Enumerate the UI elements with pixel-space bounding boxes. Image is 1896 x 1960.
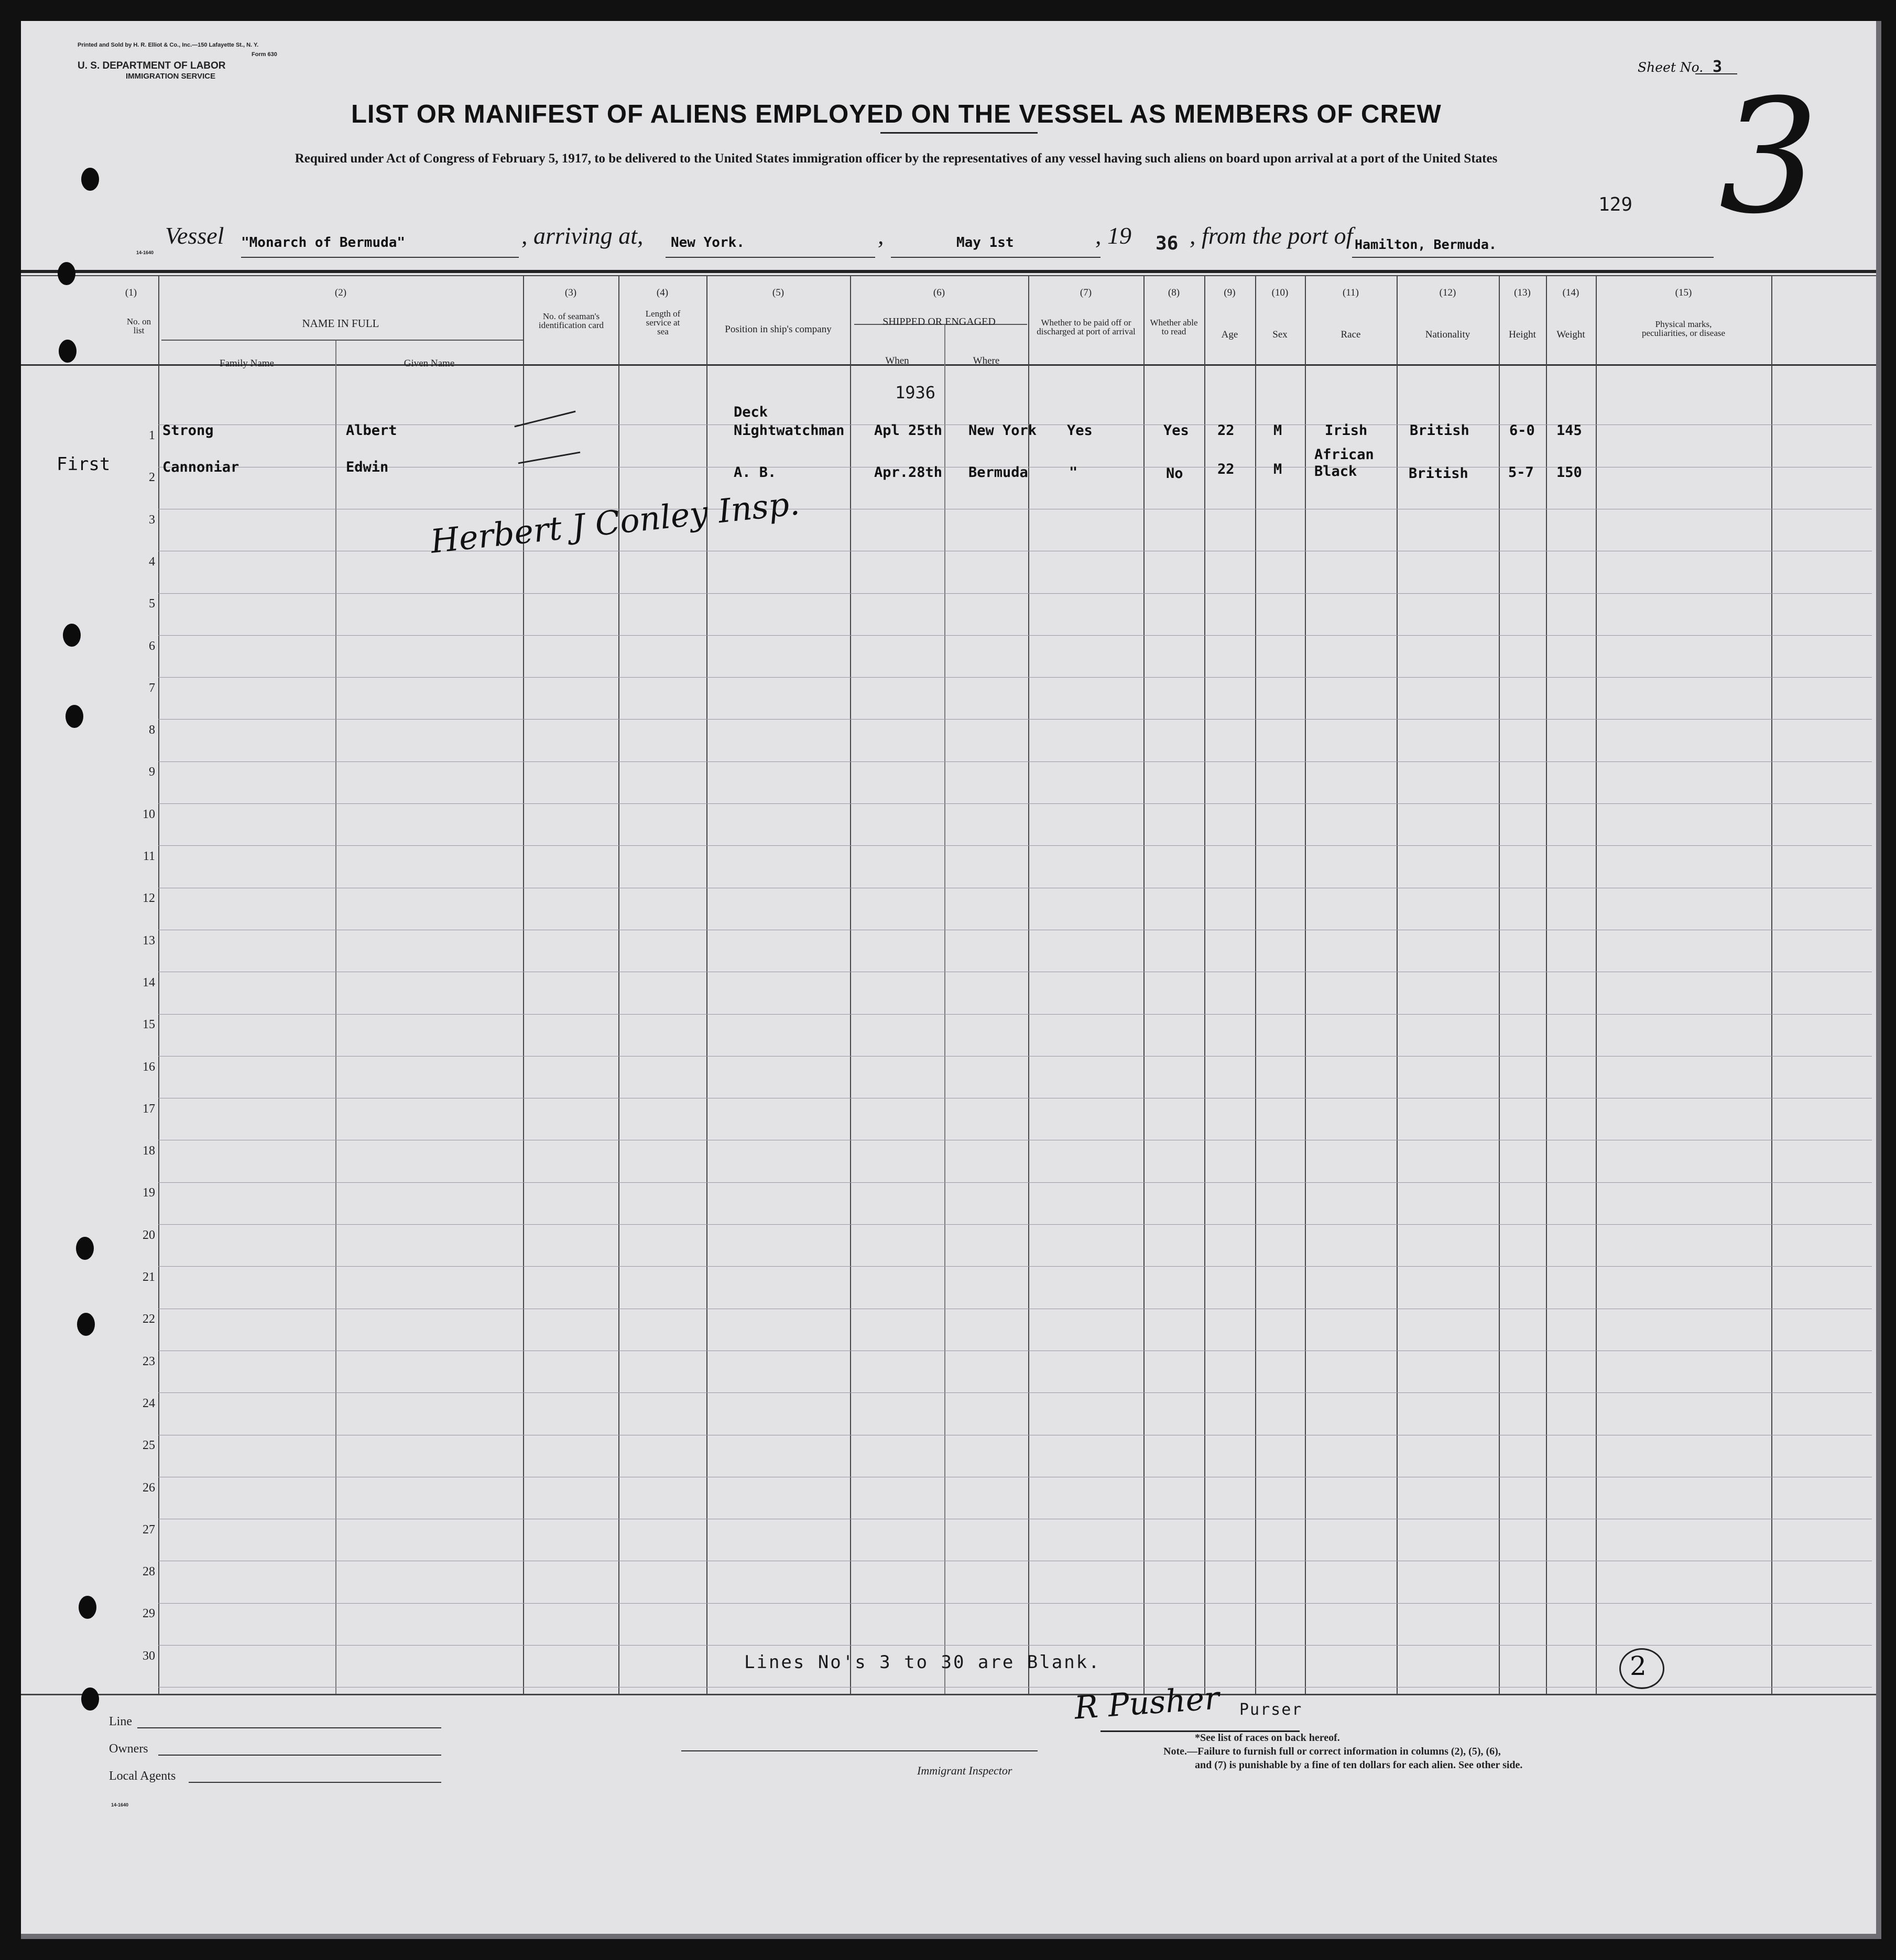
sex: M	[1273, 461, 1282, 477]
punch-hole	[81, 1687, 99, 1711]
penalty-note-2: and (7) is punishable by a fine of ten dollars for each alien. See other side.	[1195, 1759, 1523, 1771]
port-underline	[1352, 257, 1714, 258]
circled-number: 2	[1630, 1651, 1647, 1681]
penalty-note-1: Note.—Failure to furnish full or correct information in columns (2), (5), (6),	[1163, 1746, 1501, 1757]
col5-number: (5)	[772, 287, 784, 298]
race: Irish	[1325, 422, 1368, 439]
date-underline	[891, 257, 1100, 258]
col15-header: Physical marks, peculiarities, or disease	[1641, 319, 1726, 338]
inspector-field	[681, 1750, 1038, 1751]
age: 22	[1217, 422, 1235, 439]
col-line-5	[706, 276, 707, 1694]
col-line-1	[158, 276, 159, 1694]
row-number: 27	[143, 1523, 155, 1537]
able-to-read: Yes	[1163, 422, 1189, 439]
row-number: 22	[143, 1312, 155, 1326]
dash-mark	[518, 452, 581, 464]
row-number: 28	[143, 1565, 155, 1578]
col5-header: Position in ship's company	[725, 324, 832, 335]
col-line-11	[1305, 276, 1306, 1694]
col4-number: (4)	[656, 287, 669, 298]
shipped-when: Apl 25th	[874, 422, 943, 439]
departure-port: Hamilton, Bermuda.	[1355, 237, 1497, 252]
col-line-4	[618, 276, 619, 1694]
row-number: 7	[149, 681, 155, 695]
handwritten-sheet-mark: 3	[1719, 66, 1819, 248]
name-subheader-rule	[161, 340, 523, 341]
row-number: 4	[149, 555, 155, 569]
punch-hole	[79, 1596, 96, 1619]
col4-header: Length of service at sea	[645, 309, 681, 336]
sex: M	[1273, 422, 1282, 439]
punch-hole	[66, 705, 83, 728]
row-number: 12	[143, 891, 155, 905]
arriving-underline	[666, 257, 875, 258]
year-note: 1936	[895, 383, 936, 402]
owners-label: Owners	[109, 1742, 148, 1756]
row-number: 8	[149, 723, 155, 737]
col3-number: (3)	[564, 287, 577, 298]
purser-signature: R Pusher	[1073, 1680, 1221, 1727]
col10-number: (10)	[1271, 287, 1289, 298]
col-line-12	[1397, 276, 1398, 1694]
row-line	[158, 1224, 1872, 1225]
row-number: 23	[143, 1355, 155, 1368]
date-comma: ,	[878, 222, 884, 249]
col2-given-header: Given Name	[404, 358, 455, 369]
shipped-where: New York	[968, 422, 1037, 439]
service-name: IMMIGRATION SERVICE	[126, 72, 216, 81]
col13-number: (13)	[1514, 287, 1531, 298]
weight: 150	[1556, 464, 1582, 481]
punch-hole	[76, 1237, 94, 1260]
punch-hole	[77, 1313, 95, 1336]
row-line	[158, 845, 1872, 846]
col6-header: SHIPPED OR ENGAGED	[882, 316, 996, 328]
row-number: 1	[149, 429, 155, 442]
punch-hole	[58, 262, 75, 285]
purser-title: Purser	[1239, 1701, 1303, 1719]
row-number: 29	[143, 1607, 155, 1620]
age: 22	[1217, 461, 1235, 477]
nationality: British	[1410, 422, 1469, 439]
nationality: British	[1409, 465, 1468, 482]
race: Black	[1314, 463, 1357, 480]
manifest-sheet	[21, 21, 1881, 1939]
paid-off: "	[1069, 464, 1078, 481]
row-line	[158, 719, 1872, 720]
col13-header: Height	[1509, 329, 1536, 340]
row-line	[158, 761, 1872, 762]
col12-number: (12)	[1439, 287, 1456, 298]
punch-hole	[63, 624, 81, 647]
arrival-date: May 1st	[956, 235, 1014, 251]
row-number: 9	[149, 765, 155, 779]
races-note: *See list of races on back hereof.	[1195, 1732, 1340, 1744]
department-name: U. S. DEPARTMENT OF LABOR	[78, 60, 226, 71]
row-number: 3	[149, 513, 155, 527]
col14-number: (14)	[1562, 287, 1579, 298]
owners-field	[158, 1755, 441, 1756]
col6-number: (6)	[933, 287, 945, 298]
row-number: 5	[149, 597, 155, 611]
col14-header: Weight	[1556, 329, 1585, 340]
from-port-label: , from the port of	[1190, 222, 1353, 249]
col2-family-header: Family Name	[220, 358, 274, 369]
row-line	[158, 677, 1872, 678]
col8-header: Whether able to read	[1150, 318, 1198, 336]
shipped-when: Apr.28th	[874, 464, 943, 481]
inspector-label: Immigrant Inspector	[917, 1764, 1012, 1777]
col-line-14	[1546, 276, 1547, 1694]
line-label: Line	[109, 1715, 132, 1728]
col3-header: No. of seaman's identification card	[538, 311, 604, 330]
row-number: 19	[143, 1186, 155, 1200]
position: Nightwatchman	[734, 422, 845, 439]
row-line	[158, 1182, 1872, 1183]
row-number: 18	[143, 1144, 155, 1158]
col-line-6b	[944, 325, 945, 1694]
col6-where-header: Where	[973, 355, 1000, 366]
page-subtitle: Required under Act of Congress of February 5, 1917, to be delivered to the United States immigration officer by the representatives of any vessel having such aliens on board upon arrival at a port of the United States	[295, 151, 1498, 166]
paid-off: Yes	[1067, 422, 1093, 439]
row-number: 26	[143, 1481, 155, 1495]
weight: 145	[1556, 422, 1582, 439]
row-line	[158, 1392, 1872, 1393]
row-line	[158, 635, 1872, 636]
sheet-label: Sheet No.	[1638, 60, 1704, 75]
local-agents-label: Local Agents	[109, 1769, 176, 1783]
row-number: 6	[149, 639, 155, 653]
table-top-rule	[21, 270, 1876, 273]
col-line-7	[1028, 276, 1029, 1694]
given-name: Edwin	[346, 459, 389, 475]
col11-header: Race	[1341, 329, 1361, 340]
row-number: 17	[143, 1102, 155, 1116]
row-line	[158, 1266, 1872, 1267]
position-top: Deck	[734, 404, 768, 420]
line-field	[137, 1727, 441, 1728]
col12-header: Nationality	[1425, 329, 1470, 340]
col2-number: (2)	[334, 287, 347, 298]
col-line-9	[1204, 276, 1205, 1694]
vessel-name: "Monarch of Bermuda"	[241, 235, 406, 251]
vessel-underline	[241, 257, 519, 258]
row-number: 20	[143, 1228, 155, 1242]
col-line-8	[1143, 276, 1145, 1694]
col-line-16	[1771, 276, 1772, 1694]
arrival-year: 36	[1156, 233, 1179, 254]
blank-lines-note: Lines No's 3 to 30 are Blank.	[744, 1652, 1101, 1673]
family-name: Strong	[162, 422, 214, 439]
col9-number: (9)	[1224, 287, 1236, 298]
col10-header: Sex	[1272, 329, 1288, 340]
printer-imprint: Printed and Sold by H. R. Elliot & Co., Inc.—150 Lafayette St., N. Y.	[78, 42, 259, 48]
col15-number: (15)	[1675, 287, 1692, 298]
col-line-6	[850, 276, 851, 1694]
row-line	[158, 1645, 1872, 1646]
vessel-label: Vessel	[165, 222, 224, 249]
col1-header: No. on list	[126, 317, 151, 335]
title-rule	[880, 132, 1038, 134]
row-number: 15	[143, 1018, 155, 1031]
table-top-rule-2	[21, 275, 1876, 276]
family-name: Cannoniar	[162, 459, 239, 475]
row-number: 24	[143, 1397, 155, 1410]
row-line	[158, 803, 1872, 804]
row-number: 14	[143, 976, 155, 989]
row-line	[158, 593, 1872, 594]
form-code-top: 14-1640	[136, 250, 154, 255]
row-number: 10	[143, 808, 155, 821]
local-agents-field	[189, 1782, 441, 1783]
row-line	[158, 1014, 1872, 1015]
form-number: Form 630	[252, 51, 277, 58]
punch-hole	[59, 340, 77, 363]
col-line-3	[523, 276, 524, 1694]
col11-number: (11)	[1343, 287, 1359, 298]
col2-header: NAME IN FULL	[302, 317, 379, 330]
col7-header: Whether to be paid off or discharged at port of arrival	[1037, 318, 1136, 336]
page-title: LIST OR MANIFEST OF ALIENS EMPLOYED ON THE VESSEL AS MEMBERS OF CREW	[351, 100, 1442, 128]
col7-number: (7)	[1080, 287, 1092, 298]
height: 6-0	[1509, 422, 1535, 439]
arrival-port: New York.	[671, 235, 745, 251]
row-number: 21	[143, 1270, 155, 1284]
col1-number: (1)	[125, 287, 137, 298]
form-code: 14-1640	[111, 1802, 129, 1807]
row-line	[158, 1056, 1872, 1057]
inspector-signature: Herbert J Conley Insp.	[429, 484, 802, 561]
shipped-where: Bermuda	[968, 464, 1028, 481]
given-name: Albert	[346, 422, 397, 439]
col-line-13	[1499, 276, 1500, 1694]
position: A. B.	[734, 464, 777, 481]
able-to-read: No	[1166, 465, 1183, 482]
year-prefix: , 19	[1095, 222, 1131, 249]
arriving-label: , arriving at,	[521, 222, 644, 249]
row-number: 13	[143, 934, 155, 948]
page-stamp-number: 129	[1598, 194, 1633, 215]
col8-number: (8)	[1168, 287, 1180, 298]
row-number: 30	[143, 1649, 155, 1663]
row-line	[158, 1603, 1872, 1604]
row-number: 2	[149, 471, 155, 484]
row-number: 16	[143, 1060, 155, 1074]
table-bottom-rule	[21, 1694, 1876, 1695]
row-number: 25	[143, 1439, 155, 1452]
col-line-2	[335, 341, 336, 1694]
col6-when-header: When	[885, 355, 909, 366]
col9-header: Age	[1221, 329, 1238, 340]
row-number: 11	[143, 850, 155, 863]
height: 5-7	[1508, 464, 1534, 481]
col-line-10	[1255, 276, 1256, 1694]
first-mark: First	[57, 454, 111, 475]
col-line-15	[1596, 276, 1597, 1694]
sheet-number: 3	[1713, 58, 1723, 76]
punch-hole	[81, 168, 99, 191]
race-top: African	[1314, 447, 1374, 463]
